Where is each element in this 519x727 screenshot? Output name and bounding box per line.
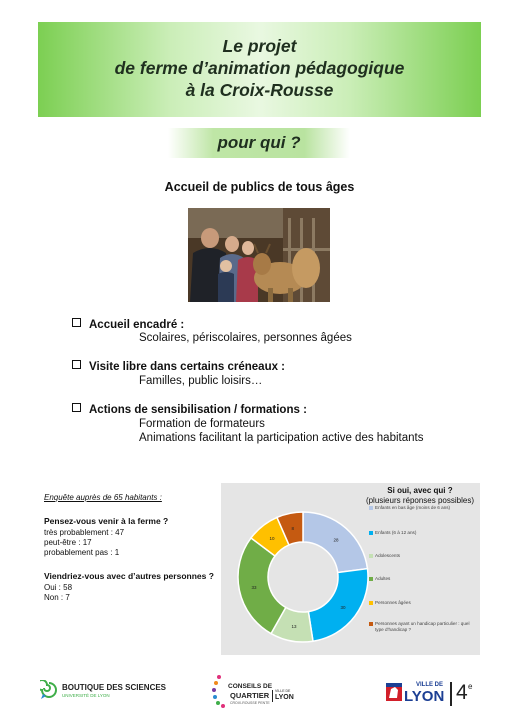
slice-value-label: 8 [291, 526, 295, 532]
boutique-des-sciences-logo [40, 680, 170, 702]
slice-value-label: 13 [291, 624, 297, 630]
ville-de-lyon-4-logo [386, 679, 486, 707]
slice-value-label: 28 [333, 537, 339, 543]
legend-swatch [369, 554, 373, 558]
legend-label: Adultes [375, 576, 391, 581]
survey-answer: probablement pas : 1 [44, 548, 120, 557]
logo-text-main: LYON [404, 688, 445, 705]
chart-panel [221, 483, 480, 655]
logo-city-small: VILLE DE [275, 689, 291, 693]
bullet-accueil-encadre: Accueil encadré : [72, 318, 184, 331]
logo-text-small: VILLE DE [416, 682, 444, 688]
logo-divider [450, 682, 452, 706]
chart-title: Si oui, avec qui ? [387, 486, 453, 495]
logo-city: LYON [275, 694, 294, 701]
logo-subtext: UNIVERSITÉ DE LYON [62, 693, 110, 698]
survey-answer: très probablement : 47 [44, 528, 125, 537]
logo-text-small: CROIX-ROUSSE PENTE [230, 701, 270, 705]
logo-district-number: 4 [456, 681, 468, 704]
slice-value-label: 10 [269, 535, 275, 541]
title-line-1: Le projet [222, 36, 297, 56]
legend-label: Enfants en bas âge (moins de 6 ans) [375, 505, 451, 510]
chart-title-block [366, 486, 474, 506]
legend-swatch [369, 506, 373, 510]
checkbox-icon [72, 403, 81, 412]
slice-value-label: 30 [340, 605, 346, 611]
spiral-icon [40, 680, 58, 700]
bullet-actions-sensibilisation: Actions de sensibilisation / formations : [72, 403, 307, 416]
checkbox-icon [72, 360, 81, 369]
legend-label: Enfants (6 à 12 ans) [375, 530, 417, 535]
legend-label: Personnes ayant un handicap particulier : quel type d’handicap ? [375, 621, 470, 632]
bullet-detail: Familles, public loisirs… [139, 375, 263, 387]
logo-divider [272, 690, 273, 702]
title-line-2: de ferme d’animation pédagogique [114, 58, 405, 78]
bullet-detail: Animations facilitant la participation active des habitants [139, 432, 424, 444]
visitors-goats-photo [188, 208, 330, 302]
bullet-visite-libre: Visite libre dans certains créneaux : [72, 360, 285, 373]
survey-answer: Oui : 58 [44, 583, 73, 592]
bullet-detail: Scolaires, périscolaires, personnes âgées [139, 332, 352, 344]
title-banner [38, 22, 481, 117]
donut-slice [308, 569, 368, 642]
section-heading: Accueil de publics de tous âges [164, 180, 355, 194]
legend-swatch [369, 622, 373, 626]
legend-swatch [369, 577, 373, 581]
slice-value-label: 33 [251, 585, 257, 591]
logo-text-top: CONSEILS DE [228, 683, 273, 690]
donut-chart [221, 483, 371, 655]
subtitle: pour qui ? [217, 133, 301, 152]
logo-text: BOUTIQUE DES SCIENCES [62, 683, 167, 692]
conseils-de-quartier-logo [212, 674, 312, 710]
title-line-3: à la Croix-Rousse [185, 80, 334, 100]
legend-swatch [369, 531, 373, 535]
survey-title: Enquête auprès de 65 habitants : [44, 493, 162, 502]
logo-district-sup: e [468, 682, 473, 691]
lion-icon [386, 683, 402, 701]
chart-subtitle: (plusieurs réponses possibles) [365, 496, 474, 505]
logo-text-main: QUARTIER [230, 691, 270, 700]
subtitle-banner [168, 128, 350, 158]
checkbox-icon [72, 318, 81, 327]
legend-label: Personnes âgées [375, 600, 411, 605]
dots-arc-icon [212, 674, 226, 708]
bullet-detail: Formation de formateurs [139, 418, 265, 430]
legend-swatch [369, 601, 373, 605]
legend-label: Adolescents [375, 553, 401, 558]
survey-question-2: Viendriez-vous avec d’autres personnes ? [44, 571, 214, 581]
survey-question-1: Pensez-vous venir à la ferme ? [44, 516, 169, 526]
survey-answer: peut-être : 17 [44, 538, 92, 547]
survey-answer: Non : 7 [44, 593, 70, 602]
